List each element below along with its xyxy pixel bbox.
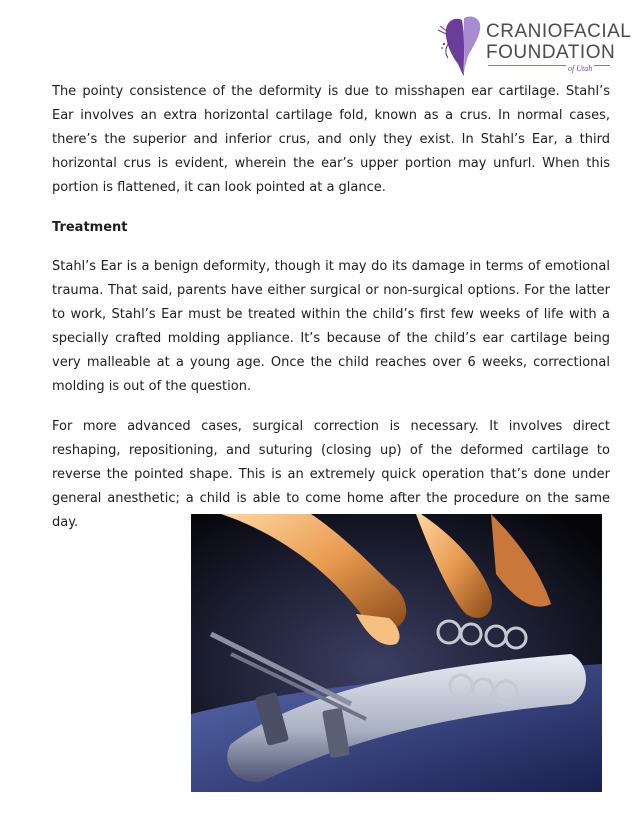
section-heading-treatment: Treatment: [52, 220, 128, 235]
document-body: [52, 80, 610, 535]
paragraph-surgical-correction: For more advanced cases, surgical correction is necessary. It involves direct reshaping, repositioning, and suturing (closing up) of the deformed cartilage to reverse the pointed shape. This is an extremely quick operation that’s done under general anesthetic; a child is able to come home after the procedure on the same day.: [52, 419, 610, 530]
paragraph-treatment-options: Stahl’s Ear is a benign deformity, though it may do its damage in terms of emotional trauma. That said, parents have either surgical or non-surgical options. For the latter to work, Stahl’s Ear must be treated within the child’s first few weeks of life with a specially crafted molding appliance. It’s because of the child’s ear cartilage being very malleable at a young age. Once the child reaches over 6 weeks, correctional molding is out of the question.: [52, 259, 610, 394]
logo-title-line2: FOUNDATION: [486, 42, 616, 63]
paragraph-cartilage: The pointy consistence of the deformity is due to misshapen ear cartilage. Stahl’s Ear involves an extra horizontal cartilage fold, known as a crus. In normal cases, there’s the superior and inferior crus, and only they exist. In Stahl’s Ear, a third horizontal crus is evident, wherein the ear’s upper portion may unfurl. When this portion is flattened, it can look pointed at a glance.: [52, 84, 610, 195]
craniofacial-foundation-logo: [436, 12, 632, 80]
surgery-photo: [191, 514, 602, 792]
butterfly-icon: [436, 12, 488, 80]
logo-subtitle: of Utah: [568, 64, 593, 73]
logo-title-line1: CRANIOFACIAL: [486, 21, 632, 42]
